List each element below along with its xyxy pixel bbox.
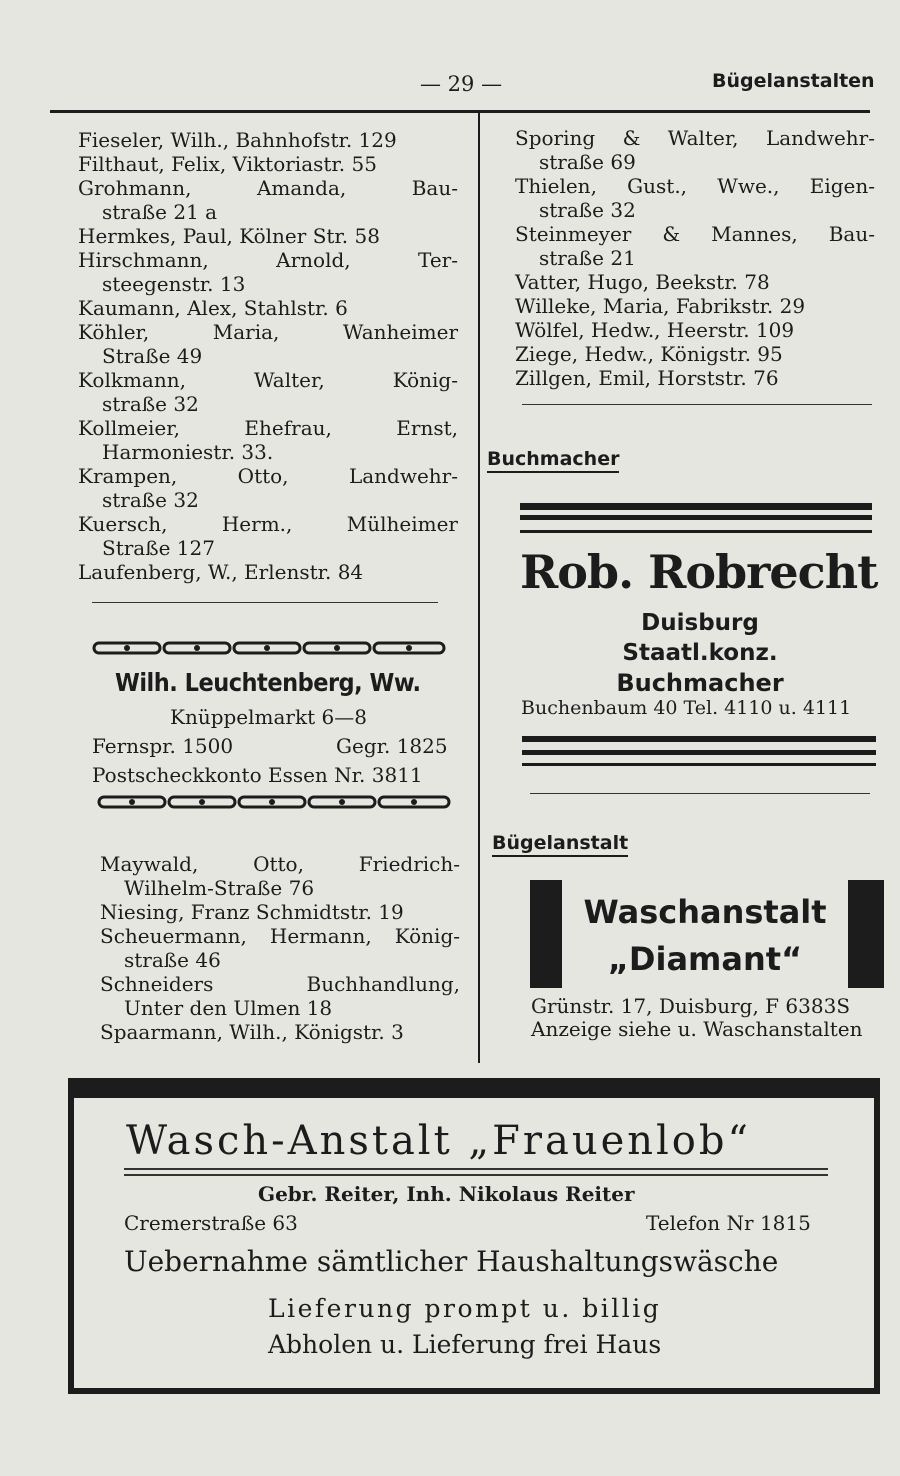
section-heading: Bügelanstalten [712, 70, 875, 92]
page-number: — 29 — [420, 72, 503, 96]
entry-line: Hermkes, Paul, Kölner Str. 58 [78, 224, 380, 248]
entry-line: Niesing, Franz Schmidtstr. 19 [100, 900, 404, 924]
entry-line: Maywald, Otto, Friedrich- [100, 852, 460, 876]
entry-line: Steinmeyer & Mannes, Bau- [515, 222, 875, 246]
entry-line: Krampen, Otto, Landwehr- [78, 464, 458, 488]
directory-entry [515, 342, 875, 366]
frauenlob-rule [124, 1174, 828, 1176]
leuchtenberg-founded: Gegr. 1825 [336, 734, 448, 758]
ad-bar [522, 763, 876, 766]
directory-entry [100, 972, 460, 1020]
entry-line: Vatter, Hugo, Beekstr. 78 [515, 270, 770, 294]
entry-continuation: steegenstr. 13 [102, 272, 246, 296]
diamant-address: Grünstr. 17, Duisburg, F 6383S [531, 994, 851, 1018]
directory-entry [515, 294, 875, 318]
frauenlob-line1: Uebernahme sämtlicher Haushaltungswäsche [124, 1245, 779, 1278]
divider-rule-right [522, 404, 872, 405]
chain-ornament [92, 641, 448, 655]
entry-continuation: Harmoniestr. 33. [102, 440, 274, 464]
entry-line: Spaarmann, Wilh., Königstr. 3 [100, 1020, 404, 1044]
entry-line: Hirschmann, Arnold, Ter- [78, 248, 458, 272]
entry-line: Willeke, Maria, Fabrikstr. 29 [515, 294, 806, 318]
entry-line: Grohmann, Amanda, Bau- [78, 176, 458, 200]
entry-line: Köhler, Maria, Wanheimer [78, 320, 458, 344]
directory-entry [78, 512, 458, 560]
directory-entry [78, 296, 458, 320]
directory-list-left-lower [100, 852, 460, 1044]
ad-bar [520, 515, 872, 520]
ad-bar [522, 736, 876, 742]
robrecht-city: Duisburg [641, 610, 759, 636]
directory-entry [515, 174, 875, 222]
leuchtenberg-address: Knüppelmarkt 6—8 [170, 705, 367, 729]
entry-continuation: straße 32 [539, 198, 636, 222]
entry-line: Sporing & Walter, Landwehr- [515, 126, 875, 150]
left-column-lower [100, 852, 460, 1044]
directory-list-left [78, 128, 458, 584]
robrecht-trade: Buchmacher [616, 669, 784, 697]
robrecht-name: Rob. Robrecht [520, 545, 878, 599]
entry-line: Zillgen, Emil, Horststr. 76 [515, 366, 779, 390]
entry-line: Fieseler, Wilh., Bahnhofstr. 129 [78, 128, 397, 152]
directory-entry [78, 320, 458, 368]
robrecht-license: Staatl.konz. [622, 640, 778, 666]
directory-entry [78, 128, 458, 152]
entry-line: Wölfel, Hedw., Heerstr. 109 [515, 318, 795, 342]
directory-entry [515, 222, 875, 270]
frauenlob-street: Cremerstraße 63 [124, 1211, 298, 1235]
right-column [515, 126, 875, 390]
entry-line: Filthaut, Felix, Viktoriastr. 55 [78, 152, 377, 176]
column-divider [478, 113, 480, 1063]
ad-bar [520, 530, 872, 533]
diamant-note: Anzeige siehe u. Waschanstalten [531, 1017, 863, 1041]
directory-entry [78, 224, 458, 248]
category-label-buchmacher: Buchmacher [487, 448, 619, 473]
left-column [78, 128, 458, 603]
diamant-title-2: „Diamant“ [607, 940, 803, 978]
directory-entry [78, 464, 458, 512]
header-rule [50, 110, 870, 113]
directory-list-right [515, 126, 875, 390]
ad-bar [520, 503, 872, 510]
directory-entry [100, 1020, 460, 1044]
directory-entry [78, 416, 458, 464]
frauenlob-phone: Telefon Nr 1815 [646, 1211, 811, 1235]
entry-continuation: straße 32 [102, 392, 199, 416]
entry-continuation: straße 46 [124, 948, 221, 972]
diamant-title-1: Waschanstalt [583, 893, 827, 931]
directory-entry [78, 152, 458, 176]
entry-line: Ziege, Hedw., Königstr. 95 [515, 342, 783, 366]
ad-bar [522, 750, 876, 755]
entry-line: Kollmeier, Ehefrau, Ernst, [78, 416, 458, 440]
entry-continuation: Straße 127 [102, 536, 215, 560]
entry-continuation: Wilhelm-Straße 76 [124, 876, 315, 900]
directory-entry [100, 900, 460, 924]
directory-entry [78, 248, 458, 296]
frauenlob-line2: Lieferung prompt u. billig [268, 1294, 662, 1323]
entry-line: Kuersch, Herm., Mülheimer [78, 512, 458, 536]
entry-continuation: straße 69 [539, 150, 636, 174]
divider-rule-right-2 [530, 793, 870, 794]
category-label-buegelanstalt: Bügelanstalt [492, 832, 628, 857]
entry-line: Schneiders Buchhandlung, [100, 972, 460, 996]
frauenlob-title: Wasch-Anstalt „Frauenlob“ [126, 1118, 751, 1164]
chain-ornament-bottom [97, 795, 453, 809]
entry-continuation: Straße 49 [102, 344, 203, 368]
entry-line: Kolkmann, Walter, König- [78, 368, 458, 392]
robrecht-contact: Buchenbaum 40 Tel. 4110 u. 4111 [521, 697, 852, 719]
frauenlob-rule [124, 1168, 828, 1170]
directory-entry [78, 176, 458, 224]
entry-continuation: straße 21 a [102, 200, 218, 224]
leuchtenberg-postcheck: Postscheckkonto Essen Nr. 3811 [92, 763, 423, 787]
entry-line: Laufenberg, W., Erlenstr. 84 [78, 560, 364, 584]
directory-entry [515, 270, 875, 294]
entry-line: Thielen, Gust., Wwe., Eigen- [515, 174, 875, 198]
frauenlob-line3: Abholen u. Lieferung frei Haus [268, 1330, 662, 1359]
directory-entry [100, 852, 460, 900]
divider-rule [92, 602, 438, 603]
directory-entry [100, 924, 460, 972]
ad-block-right [848, 880, 884, 988]
leuchtenberg-phone: Fernspr. 1500 [92, 734, 234, 758]
entry-continuation: straße 21 [539, 246, 636, 270]
directory-entry [515, 126, 875, 174]
entry-line: Kaumann, Alex, Stahlstr. 6 [78, 296, 348, 320]
entry-line: Scheuermann, Hermann, König- [100, 924, 460, 948]
frauenlob-owner: Gebr. Reiter, Inh. Nikolaus Reiter [258, 1182, 635, 1206]
ad-block-left [530, 880, 562, 988]
leuchtenberg-name: Wilh. Leuchtenberg, Ww. [115, 668, 421, 697]
directory-entry [515, 318, 875, 342]
entry-continuation: Unter den Ulmen 18 [124, 996, 333, 1020]
directory-entry [78, 368, 458, 416]
directory-entry [515, 366, 875, 390]
entry-continuation: straße 32 [102, 488, 199, 512]
directory-entry [78, 560, 458, 584]
